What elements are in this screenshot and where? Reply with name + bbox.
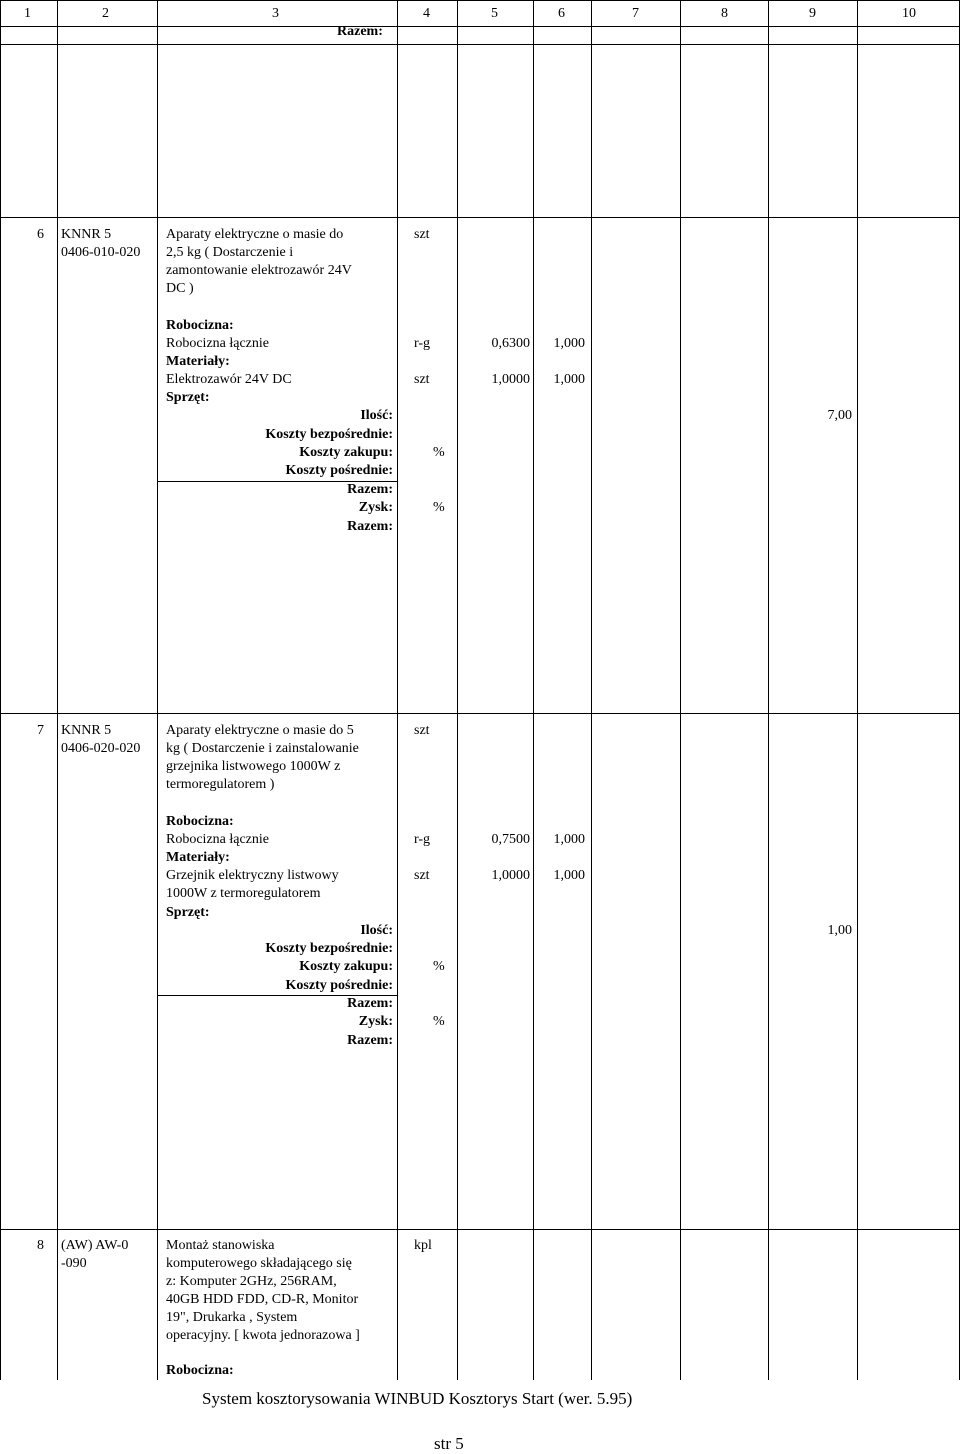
item-number: 8 [37, 1238, 44, 1253]
col-header-9: 9 [809, 6, 816, 21]
footer-system-name: System kosztorysowania WINBUD Kosztorys Start (wer. 5.95) [202, 1389, 633, 1408]
item-description-line: Aparaty elektryczne o masie do 5 [166, 723, 354, 738]
item-description-line: kg ( Dostarczenie i zainstalowanie [166, 741, 359, 756]
table-top-border [0, 0, 960, 1]
page-number: str 5 [434, 1434, 464, 1453]
koszty-zakupu-label: Koszty zakupu: [299, 445, 393, 460]
robocizna-line-label: Robocizna łącznie [166, 336, 270, 351]
row-border-item7 [0, 713, 960, 714]
koszty-posrednie-label: Koszty pośrednie: [285, 978, 393, 993]
robocizna-line-factor: 1,000 [553, 832, 585, 847]
robocizna-line-unit: r-g [414, 336, 431, 351]
koszty-posrednie-label: Koszty pośrednie: [285, 463, 393, 478]
materialy-label: Materiały: [166, 850, 230, 865]
koszty-zakupu-unit: % [433, 445, 445, 460]
koszty-zakupu-label: Koszty zakupu: [299, 959, 393, 974]
col-header-2: 2 [102, 6, 109, 21]
robocizna-label: Robocizna: [166, 814, 234, 829]
item-description-line: 2,5 kg ( Dostarczenie i [166, 245, 294, 260]
row-border-item8 [0, 1229, 960, 1230]
col-border-8 [768, 0, 769, 1380]
material-line-norm: 1,0000 [491, 868, 530, 883]
item-unit: szt [414, 227, 430, 242]
robocizna-line-norm: 0,7500 [491, 832, 530, 847]
col-border-1 [57, 0, 58, 1380]
col-header-6: 6 [558, 6, 565, 21]
item-description-line: operacyjny. [ kwota jednorazowa ] [166, 1328, 360, 1343]
col-border-2 [157, 0, 158, 1380]
materialy-label: Materiały: [166, 354, 230, 369]
zysk-unit: % [433, 500, 445, 515]
material-line-norm: 1,0000 [491, 372, 530, 387]
robocizna-line-unit: r-g [414, 832, 431, 847]
col-border-3 [397, 0, 398, 1380]
col-border-9 [857, 0, 858, 1380]
robocizna-label: Robocizna: [166, 318, 234, 333]
item-code-line: 0406-020-020 [61, 741, 141, 756]
zysk-label: Zysk: [358, 500, 393, 515]
item-description-line: 19", Drukarka , System [166, 1310, 298, 1325]
razem-label: Razem: [347, 996, 393, 1011]
koszty-bezposrednie-label: Koszty bezpośrednie: [265, 427, 393, 442]
zysk-unit: % [433, 1014, 445, 1029]
header-razem-label: Razem: [337, 24, 383, 39]
row-border-item6 [0, 217, 960, 218]
item-description-line: termoregulatorem ) [166, 777, 275, 792]
item-description-line: grzejnika listwowego 1000W z [166, 759, 341, 774]
col-border-7 [680, 0, 681, 1380]
material-line-label: Elektrozawór 24V DC [166, 372, 292, 387]
item-description-line: zamontowanie elektrozawór 24V [166, 263, 352, 278]
col-header-5: 5 [491, 6, 498, 21]
col-header-10: 10 [902, 6, 916, 21]
item-unit: szt [414, 723, 430, 738]
col-border-left [0, 0, 1, 1380]
robocizna-line-label: Robocizna łącznie [166, 832, 270, 847]
col-border-4 [457, 0, 458, 1380]
razem-total-label: Razem: [347, 1033, 393, 1048]
row-border-top [0, 44, 960, 45]
item-description-line: z: Komputer 2GHz, 256RAM, [166, 1274, 337, 1289]
ilosc-value: 1,00 [827, 923, 852, 938]
item-number: 6 [37, 227, 44, 242]
item-unit: kpl [414, 1238, 432, 1253]
item-code-line: -090 [61, 1256, 87, 1271]
col-header-1: 1 [24, 6, 31, 21]
item-code-line: KNNR 5 [61, 723, 112, 738]
item-description-line: 40GB HDD FDD, CD-R, Monitor [166, 1292, 359, 1307]
item-description-line: Aparaty elektryczne o masie do [166, 227, 344, 242]
sprzet-label: Sprzęt: [166, 905, 210, 920]
material-line-unit: szt [414, 372, 430, 387]
material-line-factor: 1,000 [553, 372, 585, 387]
koszty-bezposrednie-label: Koszty bezpośrednie: [265, 941, 393, 956]
col-header-7: 7 [632, 6, 639, 21]
robocizna-line-norm: 0,6300 [491, 336, 530, 351]
material-line-unit: szt [414, 868, 430, 883]
col-header-3: 3 [272, 6, 279, 21]
item-number: 7 [37, 723, 44, 738]
header-row-border [0, 26, 960, 27]
item-description-line: DC ) [166, 281, 194, 296]
col-header-8: 8 [721, 6, 728, 21]
razem-total-label: Razem: [347, 519, 393, 534]
sprzet-label: Sprzęt: [166, 390, 210, 405]
item-description-line: komputerowego składającego się [166, 1256, 352, 1271]
razem-label: Razem: [347, 482, 393, 497]
material-line-label: Grzejnik elektryczny listwowy [166, 868, 339, 883]
item-code-line: KNNR 5 [61, 227, 112, 242]
item-code-line: 0406-010-020 [61, 245, 141, 260]
ilosc-label: Ilość: [360, 408, 393, 423]
robocizna-line-factor: 1,000 [553, 336, 585, 351]
ilosc-value: 7,00 [827, 408, 852, 423]
col-header-4: 4 [423, 6, 430, 21]
col-border-6 [591, 0, 592, 1380]
material-line-label: 1000W z termoregulatorem [166, 886, 321, 901]
ilosc-label: Ilość: [360, 923, 393, 938]
zysk-label: Zysk: [358, 1014, 393, 1029]
material-line-factor: 1,000 [553, 868, 585, 883]
robocizna-label: Robocizna: [166, 1363, 234, 1378]
koszty-zakupu-unit: % [433, 959, 445, 974]
item-description-line: Montaż stanowiska [166, 1238, 275, 1253]
item-code-line: (AW) AW-0 [61, 1238, 129, 1253]
col-border-5 [533, 0, 534, 1380]
